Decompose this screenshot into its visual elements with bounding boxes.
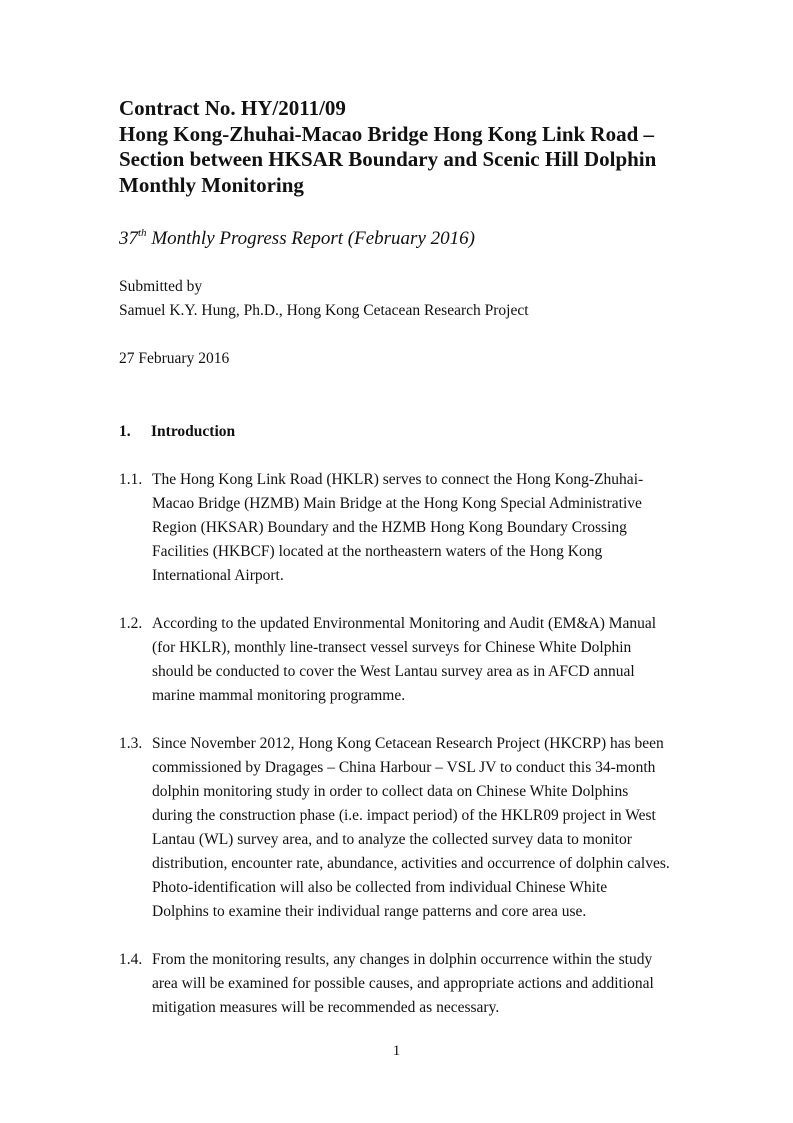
report-subtitle [119, 227, 475, 251]
paragraph-body [152, 948, 654, 1020]
paragraph-line: (for HKLR), monthly line-transect vessel surveys for Chinese White Dolphin [152, 639, 632, 656]
submitted-by-label: Submitted by [119, 278, 203, 295]
paragraph-number: 1.4. [119, 951, 143, 968]
paragraph-body [152, 612, 656, 708]
section-heading-introduction [119, 420, 235, 444]
paragraph-line: mitigation measures will be recommended as necessary. [152, 999, 500, 1016]
paragraph-line: Facilities (HKBCF) located at the northeastern waters of the Hong Kong [152, 543, 603, 560]
report-title-rest: Monthly Progress Report (February 2016) [146, 228, 475, 249]
report-date: 27 February 2016 [119, 350, 230, 367]
paragraph-line: dolphin monitoring study in order to collect data on Chinese White Dolphins [152, 783, 629, 800]
paragraph-number: 1.3. [119, 735, 143, 752]
section-title: Introduction [151, 423, 236, 440]
paragraph-line: Photo-identification will also be collected from individual Chinese White [152, 879, 608, 896]
page-number: 1 [392, 1043, 401, 1059]
paragraph-line: International Airport. [152, 567, 284, 584]
paragraph-line: The Hong Kong Link Road (HKLR) serves to connect the Hong Kong-Zhuhai- [152, 471, 644, 488]
paragraph-body [152, 732, 670, 924]
paragraph-number: 1.2. [119, 615, 143, 632]
section-number: 1. [119, 423, 131, 440]
paragraph-body [152, 468, 643, 588]
paragraph-line: distribution, encounter rate, abundance, activities and occurrence of dolphin calves. [152, 855, 670, 872]
paragraph-line: Dolphins to examine their individual range patterns and core area use. [152, 903, 587, 920]
paragraph-number: 1.1. [119, 471, 143, 488]
project-name-line-1: Hong Kong-Zhuhai-Macao Bridge Hong Kong Link Road – [119, 121, 655, 146]
author-line: Samuel K.Y. Hung, Ph.D., Hong Kong Cetacean Research Project [119, 302, 529, 319]
paragraph-line: From the monitoring results, any changes in dolphin occurrence within the study [152, 951, 653, 968]
paragraph-line: commissioned by Dragages – China Harbour – VSL JV to conduct this 34-month [152, 759, 656, 776]
document-title [119, 96, 739, 198]
paragraph-line: According to the updated Environmental Monitoring and Audit (EM&A) Manual [152, 615, 657, 632]
contract-number: Contract No. HY/2011/09 [119, 96, 346, 120]
paragraph-line: Lantau (WL) survey area, and to analyze the collected survey data to monitor [152, 831, 632, 848]
report-ordinal-suffix: th [138, 227, 147, 239]
paragraph-line: area will be examined for possible causes, and appropriate actions and additional [152, 975, 654, 992]
paragraph-line: Since November 2012, Hong Kong Cetacean Research Project (HKCRP) has been [152, 735, 664, 752]
report-number: 37 [119, 228, 138, 249]
project-name-line-3: Monthly Monitoring [119, 172, 304, 197]
paragraph-line: marine mammal monitoring programme. [152, 687, 406, 704]
paragraph-line: Region (HKSAR) Boundary and the HZMB Hong Kong Boundary Crossing [152, 519, 627, 536]
project-name-line-2: Section between HKSAR Boundary and Scenic Hill Dolphin [119, 147, 657, 171]
paragraph-line: during the construction phase (i.e. impact period) of the HKLR09 project in West [152, 807, 656, 824]
paragraph-line: should be conducted to cover the West Lantau survey area as in AFCD annual [152, 663, 635, 680]
paragraph-line: Macao Bridge (HZMB) Main Bridge at the Hong Kong Special Administrative [152, 495, 642, 512]
